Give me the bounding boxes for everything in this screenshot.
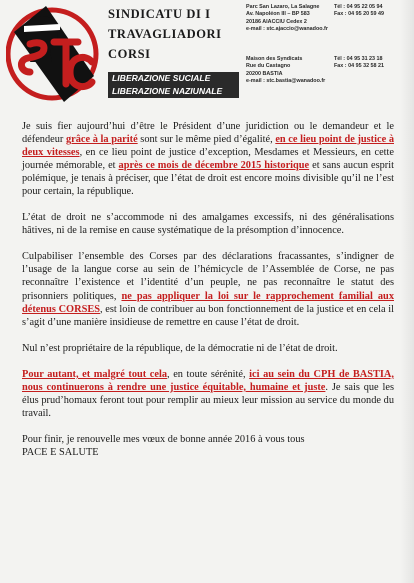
paragraph: Pour finir, je renouvelle mes vœux de bonne année 2016 à vous tous PACE E SALUTE (22, 433, 305, 458)
paragraph: Pour autant, et malgré tout cela, en toute sérénité, ici au sein du CPH de BASTIA, nous continuerons à rendre une justice équitable, humaine et juste. Je sais que les élus prud’homaux feront tout pour remplir au mieux leur mission au service du monde du travail. (22, 368, 394, 419)
contact-fax: Fax : 04 95 32 58 21 (334, 63, 385, 70)
stc-logo (6, 2, 101, 106)
union-name-line: SINDICATU DI I (108, 7, 211, 21)
highlighted-text: ici au sein du CPH de BASTIA, nous continuerons à rendre une justice équitable, humaine et juste (22, 368, 394, 393)
contact-address: Parc San Lazaro, La Salagne (246, 4, 320, 10)
letter-body (22, 120, 394, 459)
highlighted-text: grâce à la parité (66, 134, 138, 146)
contact-phone: Tél : 04 95 31 23 18 (334, 56, 383, 62)
slogan-line: LIBERAZIONE NAZIUNALE (112, 86, 223, 96)
highlighted-text: après ce mois de décembre 2015 historique (118, 160, 310, 172)
contact-address: Av. Napoléon III – BP 583 (246, 11, 310, 18)
contact-address: Rue du Castagno (246, 63, 291, 70)
contact-city: 20200 BASTIA (246, 70, 283, 77)
contact-city: 20186 AIACCIU Cedex 2 (246, 18, 307, 25)
union-name-line: TRAVAGLIADORI (108, 27, 222, 41)
highlighted-text: ne pas appliquer la loi sur le rapprochement familial aux détenus CORSES (22, 290, 394, 315)
contact-email: e-mail : stc.bastia@wanadoo.fr (246, 78, 326, 85)
letterhead (0, 0, 414, 110)
page-edge-shadow (400, 0, 414, 583)
highlighted-text: en ce lieu point de justice à deux vitesses (22, 134, 394, 159)
contact-phone: Tél : 04 95 22 05 94 (334, 4, 383, 10)
contact-address: Maison des Syndicats (246, 56, 303, 62)
union-name-line: CORSI (108, 47, 151, 61)
slogan-banner (108, 72, 239, 98)
contact-block-bastia (246, 56, 408, 86)
slogan-line: LIBERAZIONE SUCIALE (112, 73, 211, 83)
contact-fax: Fax : 04 95 20 59 49 (334, 11, 385, 18)
contact-email: e-mail : stc.ajaccio@wanadoo.fr (246, 26, 328, 33)
union-name (108, 4, 242, 68)
paragraph: Culpabiliser l’ensemble des Corses par des déclarations fracassantes, s’indigner de l’usage de la langue corse au sein de l’hémicycle de l’Assemblée de Corse, ne pas reconnaître l’existence et l’identité d’un peuple, ne pas reconnaître le statut des prisonniers politiques, ne pas appliquer la loi sur le rapprochement familial aux détenus CORSES, est loin de contribuer au bon fonctionnement de la justice et en cela il s’agit d’une manière insidieuse de remettre en cause l’état de droit. (22, 251, 394, 328)
contact-block-ajaccio (246, 4, 408, 34)
paragraph: Nul n’est propriétaire de la république, de la démocratie ni de l’état de droit. (22, 342, 338, 354)
paragraph: L’état de droit ne s’accommode ni des amalgames excessifs, ni des généralisations hâtives, ni de la remise en cause systématique de la présomption d’innocence. (22, 212, 394, 237)
highlighted-text: Pour autant, et malgré tout cela (22, 368, 168, 380)
paragraph: Je suis fier aujourd’hui d’être le Président d’une juridiction ou le demandeur et le défendeur grâce à la parité sont sur le même pied d’égalité, en ce lieu point de justice à deux vitesses, en ce lieu point de justice d’exception, Mesdames et Messieurs, en cette journée mémorable, et après ce mois de décembre 2015 historique et sans aucun esprit polémique, je tenais à préciser, que l’état de droit est encore moins divisible qu’il ne l’est pour certain, la république. (22, 121, 395, 198)
closing-salutation: PACE E SALUTE (22, 446, 99, 458)
